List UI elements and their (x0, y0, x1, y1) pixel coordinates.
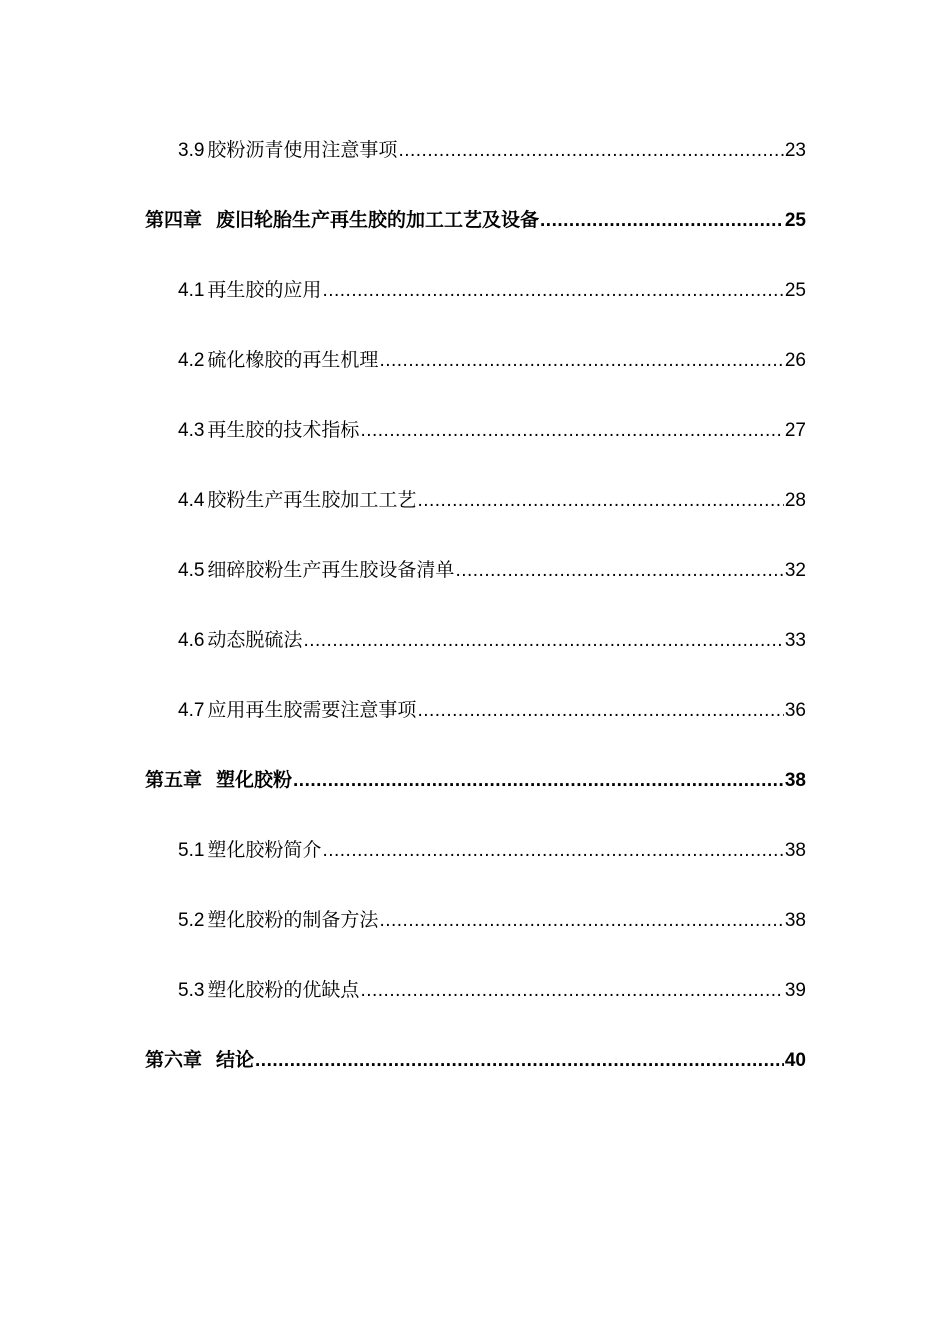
toc-entry-5-1[interactable] (178, 835, 806, 865)
toc-entry-page: 26 (784, 350, 806, 371)
dot-leader (360, 416, 783, 446)
dot-leader (540, 206, 784, 236)
toc-entry-title: 塑化胶粉的优缺点 (207, 979, 360, 1001)
toc-entry-chapter-6[interactable] (145, 1045, 806, 1075)
dot-leader (255, 1046, 784, 1076)
toc-entry-page: 28 (784, 490, 806, 511)
toc-entry-title: 胶粉沥青使用注意事项 (207, 139, 398, 161)
toc-entry-number: 4.1 (178, 280, 205, 301)
dot-leader (360, 976, 783, 1006)
toc-entry-number: 4.7 (178, 700, 205, 721)
dot-leader (417, 696, 783, 726)
toc-entry-chapter-4[interactable] (145, 205, 806, 235)
toc-entry-number: 4.6 (178, 630, 205, 651)
dot-leader (322, 276, 783, 306)
toc-entry-3-9[interactable] (178, 135, 806, 165)
toc-entry-page: 25 (784, 210, 806, 231)
toc-entry-chapter-5[interactable] (145, 765, 806, 795)
toc-entry-page: 40 (784, 1050, 806, 1071)
toc-entry-number: 第六章 (145, 1049, 203, 1071)
toc-entry-4-6[interactable] (178, 625, 806, 655)
toc-entry-page: 27 (784, 420, 806, 441)
toc-entry-4-4[interactable] (178, 485, 806, 515)
toc-entry-title: 再生胶的应用 (207, 279, 322, 301)
toc-entry-5-3[interactable] (178, 975, 806, 1005)
toc-entry-number: 5.2 (178, 910, 205, 931)
toc-entry-title: 塑化胶粉的制备方法 (207, 909, 379, 931)
toc-entry-page: 39 (784, 980, 806, 1001)
toc-entry-5-2[interactable] (178, 905, 806, 935)
toc-entry-4-1[interactable] (178, 275, 806, 305)
toc-entry-number: 5.3 (178, 980, 205, 1001)
toc-entry-title: 细碎胶粉生产再生胶设备清单 (207, 559, 455, 581)
toc-entry-title: 再生胶的技术指标 (207, 419, 360, 441)
dot-leader (379, 346, 783, 376)
dot-leader (417, 486, 783, 516)
toc-entry-title: 动态脱硫法 (207, 629, 303, 651)
toc-entry-4-7[interactable] (178, 695, 806, 725)
dot-leader (379, 906, 783, 936)
dot-leader (455, 556, 783, 586)
toc-entry-page: 36 (784, 700, 806, 721)
toc-entry-title: 结论 (216, 1049, 255, 1071)
toc-entry-4-2[interactable] (178, 345, 806, 375)
dot-leader (322, 836, 783, 866)
toc-entry-page: 38 (784, 840, 806, 861)
toc-entry-title: 塑化胶粉简介 (207, 839, 322, 861)
toc-entry-page: 38 (784, 770, 806, 791)
toc-entry-number: 第五章 (145, 769, 203, 791)
toc-entry-page: 33 (784, 630, 806, 651)
toc-entry-title: 废旧轮胎生产再生胶的加工工艺及设备 (216, 209, 540, 231)
toc-entry-page: 25 (784, 280, 806, 301)
toc-entry-number: 5.1 (178, 840, 205, 861)
toc-entry-title: 硫化橡胶的再生机理 (207, 349, 379, 371)
dot-leader (303, 626, 783, 656)
toc-entry-4-5[interactable] (178, 555, 806, 585)
dot-leader (293, 766, 784, 796)
toc-entry-number: 第四章 (145, 209, 203, 231)
toc-entry-title: 应用再生胶需要注意事项 (207, 699, 417, 721)
toc-entry-number: 4.2 (178, 350, 205, 371)
toc-entry-title: 塑化胶粉 (216, 769, 293, 791)
toc-entry-page: 32 (784, 560, 806, 581)
toc-entry-number: 4.3 (178, 420, 205, 441)
dot-leader (398, 136, 783, 166)
toc-entry-number: 3.9 (178, 140, 205, 161)
toc-entry-number: 4.4 (178, 490, 205, 511)
toc-entry-4-3[interactable] (178, 415, 806, 445)
toc-entry-page: 38 (784, 910, 806, 931)
toc-entry-title: 胶粉生产再生胶加工工艺 (207, 489, 417, 511)
toc-entry-number: 4.5 (178, 560, 205, 581)
toc-entry-page: 23 (784, 140, 806, 161)
